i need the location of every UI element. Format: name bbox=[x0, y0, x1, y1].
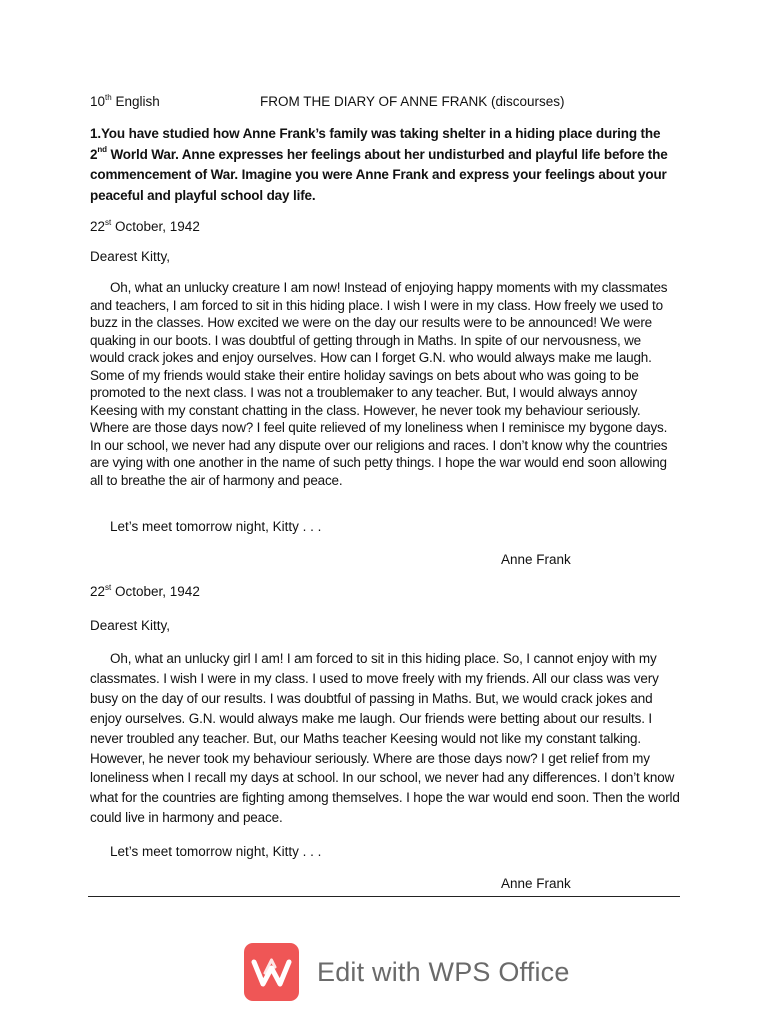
letter-closing: Let’s meet tomorrow night, Kitty . . . bbox=[110, 519, 322, 534]
question-prompt: 1.You have studied how Anne Frank’s family was taking shelter in a hiding place during the 2nd World War. Anne expresses her feelings about her undisturbed and playful life before the commencement of War. Imagine you were Anne Frank and express your feelings about your peaceful and playful school day life. bbox=[90, 126, 668, 203]
letter-signature: Anne Frank bbox=[501, 876, 571, 891]
letter-closing: Let’s meet tomorrow night, Kitty . . . bbox=[110, 844, 322, 859]
letter-body: Oh, what an unlucky creature I am now! Instead of enjoying happy moments with my classmates and teachers, I am forced to sit in this hiding place. I wish I were in my class. How freely we used to buzz in the classes. How excited we were on the day our results were to be announced! We were quaking in our boots. I was doubtful of getting through in Maths. In spite of our nervousness, we would crack jokes and enjoy ourselves. How can I forget G.N. who would always make me laugh. Some of my friends would stake their entire holiday savings on bets about who was going to be promoted to the next class. I was not a troublemaker to any teacher. But, I would always annoy Keesing with my constant chatting in the class. However, he never took my behaviour seriously. Where are those days now? I feel quite relieved of my loneliness when I reminisce my bygone days. In our school, we never had any dispute over our religions and races. I don’t know why the countries are vying with one another in the name of such petty things. I hope the war would end soon allowing all to breathe the air of harmony and peace. bbox=[90, 280, 668, 488]
letter-body: Oh, what an unlucky girl I am! I am forced to sit in this hiding place. So, I cannot enjoy with my classmates. I wish I were in my class. I used to move freely with my friends. All our class was very busy on the day of our results. I was doubtful of passing in Maths. But, we would crack jokes and enjoy ourselves. G.N. would always make me laugh. Our friends were betting about our results. I never troubled any teacher. But, our Maths teacher Keesing would not like my constant talking. However, he never took my behaviour seriously. Where are those days now? I get relief from my loneliness when I recall my days at school. In our school, we never had any differences. I don’t know what for the countries are fighting among themselves. I hope the war would end soon. Then the world could live in harmony and peace. bbox=[90, 651, 680, 826]
wps-w-icon bbox=[244, 943, 299, 1001]
letter-salutation: Dearest Kitty, bbox=[90, 249, 171, 264]
letter-signature: Anne Frank bbox=[501, 552, 571, 567]
grade-label: 10th English bbox=[90, 92, 160, 109]
lesson-title: FROM THE DIARY OF ANNE FRANK (discourses) bbox=[260, 94, 565, 109]
wps-logo-icon[interactable] bbox=[244, 943, 299, 1001]
horizontal-divider bbox=[88, 896, 680, 897]
letter-date: 22st October, 1942 bbox=[90, 582, 200, 599]
edit-with-wps-link[interactable]: Edit with WPS Office bbox=[317, 957, 570, 987]
letter-date: 22st October, 1942 bbox=[90, 217, 200, 234]
letter-salutation: Dearest Kitty, bbox=[90, 618, 171, 633]
